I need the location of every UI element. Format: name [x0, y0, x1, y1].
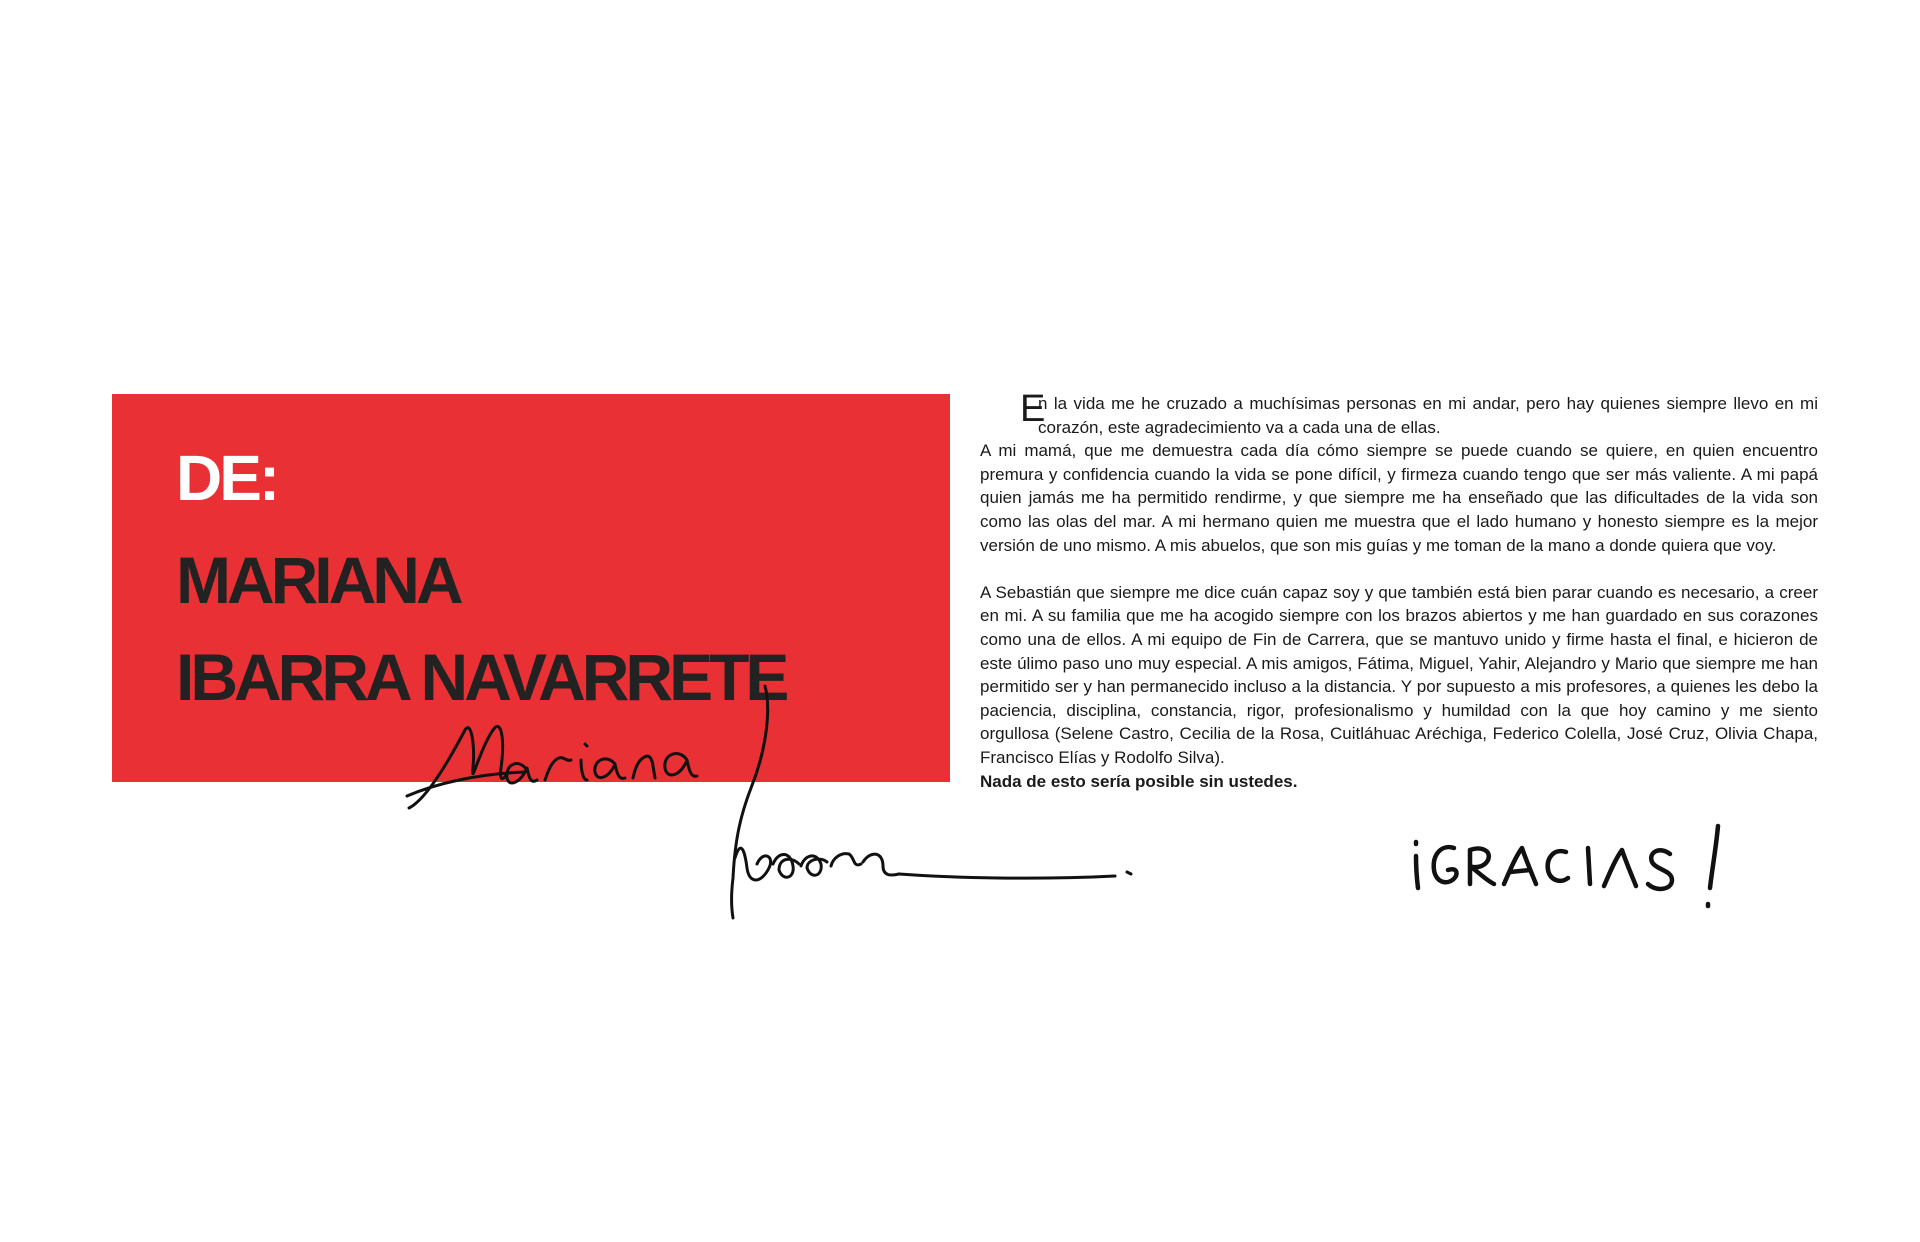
author-last-names: IBARRA NAVARRETE — [176, 640, 786, 714]
acknowledgement-letter — [980, 388, 1818, 793]
drop-cap: E — [1020, 388, 1046, 430]
opening-paragraph — [980, 388, 1818, 439]
handwritten-gracias — [1408, 818, 1748, 918]
family-paragraph: A mi mamá, que me demuestra cada día cómo siempre se puede cuando se quiere, en quien encuentro premura y confidencia cuando la vida se pone difícil, y firmeza cuando tengo que ser más valiente. A mi papá quien jamás me ha permitido rendirme, y que siempre me ha enseñado que las dificultades de la vida son como las olas del mar. A mi hermano quien me muestra que el lado humano y honesto siempre es la mejor versión de uno mismo. A mis abuelos, que son mis guías y me toman de la mano a donde quiera que voy. — [980, 441, 1818, 555]
friends-paragraph: A Sebastián que siempre me dice cuán capaz soy y que también está bien parar cuando es necesario, a creer en mi. A su familia que me ha acogido siempre con los brazos abiertos y me han guardado en sus corazones como una de ellos. A mi equipo de Fin de Carrera, que se mantuvo unido y firme hasta el final, e hicieron de este úlimo paso uno muy especial. A mis amigos, Fátima, Miguel, Yahir, Alejandro y Mario que siempre me han permitido ser y han permanecido incluso a la distancia. Y por supuesto a mis profesores, a quienes les debo la paciencia, disciplina, constancia, rigor, profesionalismo y humildad con la que hoy camino y me siento orgullosa (Selene Castro, Cecilia de la Rosa, Cuitláhuac Aréchiga, Federico Colella, José Cruz, Olivia Chapa, Francisco Elías y Rodolfo Silva). — [980, 582, 1818, 767]
closing-line: Nada de esto sería posible sin ustedes. — [980, 771, 1298, 791]
opening-sentence: n la vida me he cruzado a muchísimas personas en mi andar, pero hay quienes siempre llevo en mi corazón, este agradecimiento va a cada una de ellas. — [1038, 394, 1818, 437]
from-heading: DE: — [176, 442, 278, 514]
author-first-name: MARIANA — [176, 543, 460, 617]
